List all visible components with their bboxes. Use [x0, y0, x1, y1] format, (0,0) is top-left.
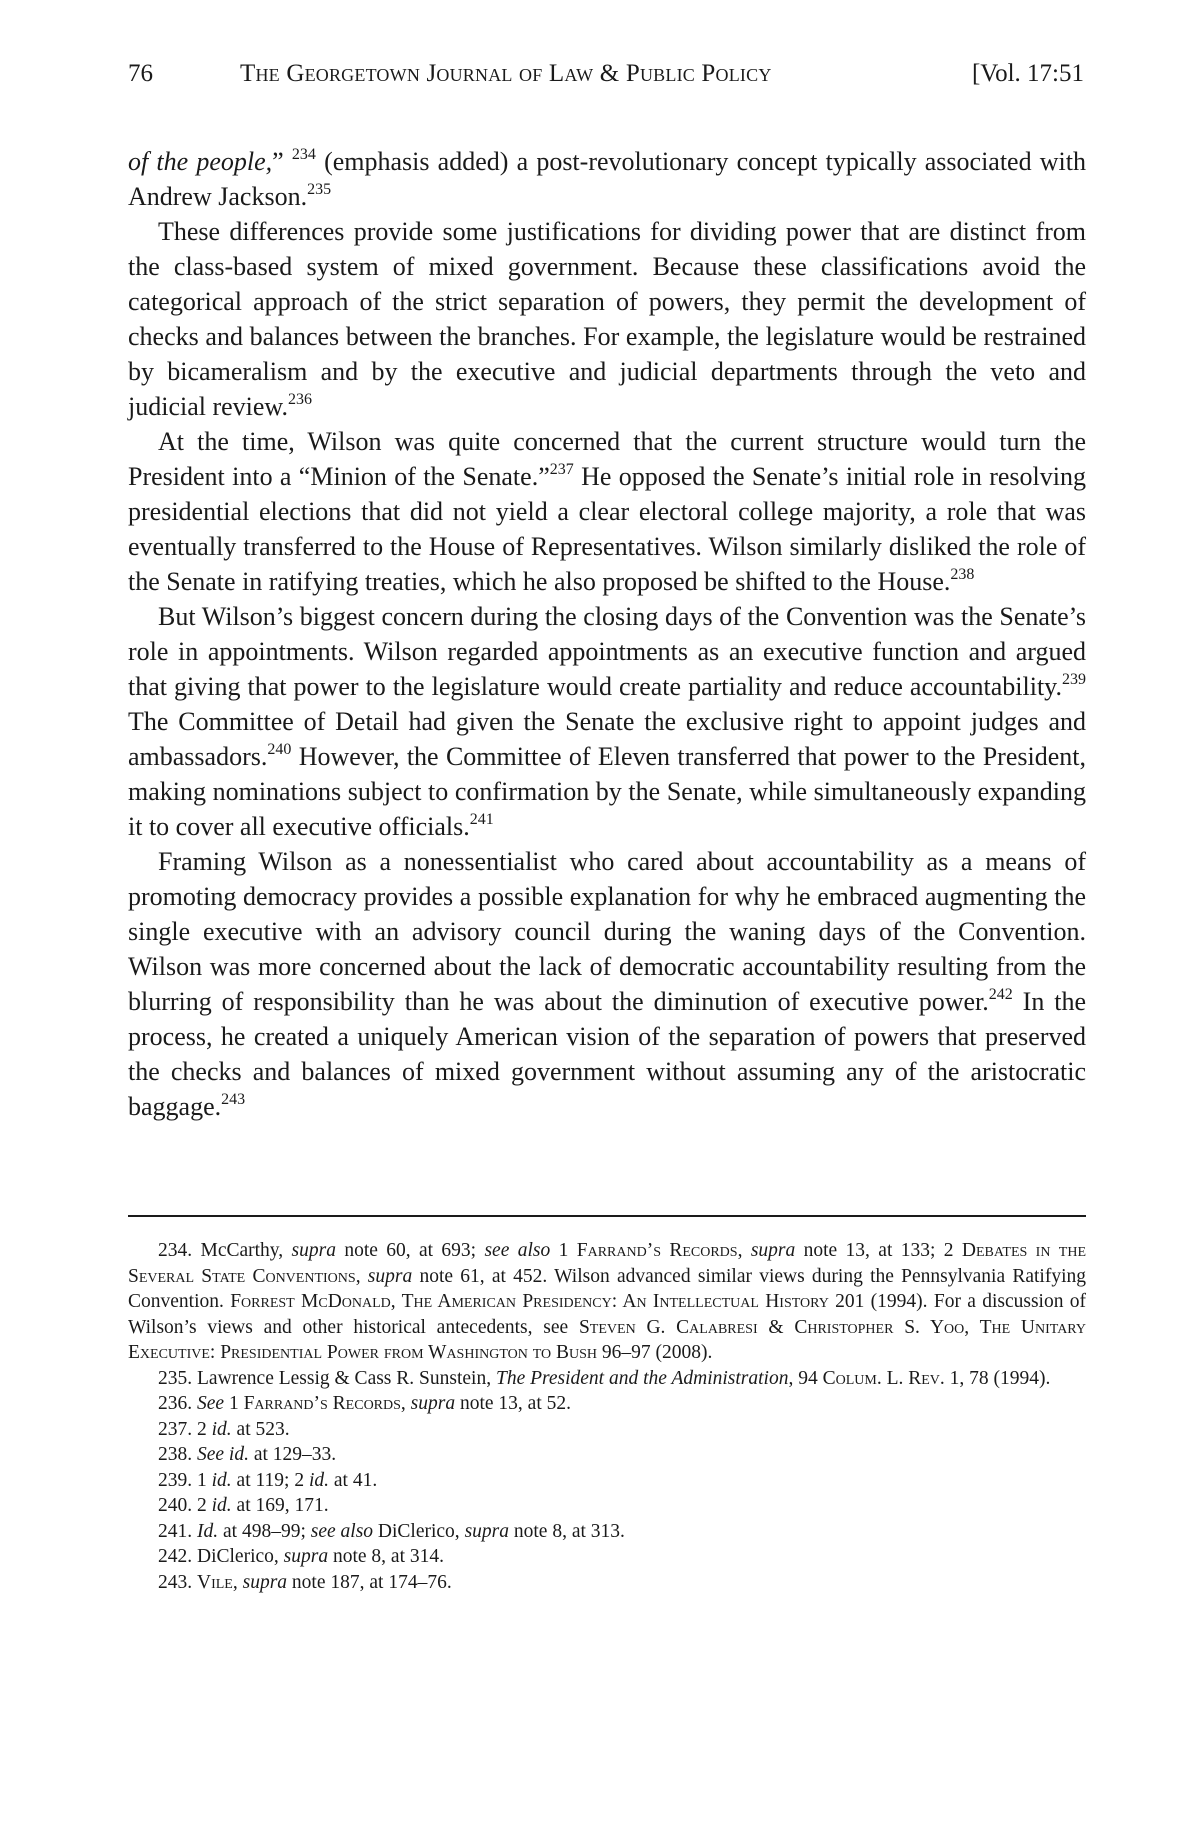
footnote-ref-234: 234 [291, 146, 316, 163]
footnote-240: 240. 2 id. at 169, 171. [158, 1495, 329, 1516]
page-number: 76 [128, 60, 153, 87]
footnote-242: 242. DiClerico, supra note 8, at 314. [158, 1546, 444, 1567]
footnote-236: 236. See 1 Farrand’s Records, supra note 13, at 52. [158, 1393, 572, 1414]
paragraph: These differences provide some justifications for dividing power that are distinct from the class-based system of mixed government. Because these classifications avoid the categorical approach of the strict separation of powers, they permit the development of checks and balances between the branches. For example, the legislature would be restrained by bicameralism and by the executive and judicial departments through the veto and judicial review.$^{236}$ [128, 217, 1086, 421]
quote-italic: of the people, [128, 147, 273, 176]
footnote-237: 237. 2 id. at 523. [158, 1418, 290, 1440]
footnote-235: 235. Lawrence Lessig & Cass R. Sunstein, The President and the Administration, 94 Colum. L. Rev. 1, 78 (1994). [158, 1367, 1051, 1389]
footnote-ref-235: 235 [307, 181, 332, 198]
footnote-ref-241: 241 [469, 811, 494, 828]
footnote-ref-239: 239 [1062, 671, 1086, 688]
paragraph: Framing Wilson as a nonessentialist who cared about accountability as a means of promoting democracy provides a possible explanation for why he embraced augmenting the single executive with an advisory council during the waning days of the Convention. Wilson was more concerned about the lack of democratic accountability resulting from the blurring of responsibility than he was about the diminution of executive power.$^{242}$ In the process, he created a uniquely American vision of the separation of powers that preserved the checks and balances of mixed government without assuming any of the aristocratic baggage.$^{243}$ [128, 847, 1087, 1121]
footnotes [128, 1238, 1086, 1595]
footnote-ref-240: 240 [267, 741, 292, 758]
footnote-238: 238. See id. at 129–33. [158, 1444, 337, 1465]
footnote-243: 243. Vile, supra note 187, at 174–76. [158, 1571, 452, 1593]
paragraph-continued: of the people,” $^{234}$ (emphasis added) a post-revolutionary concept typically associated with Andrew Jackson.$^{235}$ [128, 146, 1086, 211]
journal-title: The Georgetown Journal of Law & Public Policy [240, 60, 772, 87]
footnote-234: 234. McCarthy, supra note 60, at 693; see also 1 Farrand’s Records, supra note 13, at 133; 2 Debates in the Several State Conventions, supra note 61, at 452. Wilson advanced similar views during the Pennsylvania Ratifying Convention. Forrest McDonald, The American Presidency: An Intellectual History 201 (1994). For a discussion of Wilson’s views and other historical antecedents, see Steven G. Calabresi & Christopher S. Yoo, The Unitary Executive: Presidential Power from Washington to Bush 96–97 (2008). [128, 1240, 1087, 1363]
footnote-241: 241. Id. at 498–99; see also DiClerico, supra note 8, at 313. [158, 1520, 625, 1542]
footnote-divider [128, 1215, 1086, 1217]
footnote-ref-242: 242 [988, 986, 1013, 1003]
footnote-ref-237: 237 [549, 461, 574, 478]
paragraph: At the time, Wilson was quite concerned that the current structure would turn the President into a “Minion of the Senate.”$^{237}$ He opposed the Senate’s initial role in resolving presidential elections that did not yield a clear electoral college majority, a role that was eventually transferred to the House of Representatives. Wilson similarly disliked the role of the Senate in ratifying treaties, which he also proposed be shifted to the House.$^{238}$ [128, 427, 1086, 596]
footnote-ref-238: 238 [950, 566, 975, 583]
running-header [128, 56, 1084, 92]
paragraph: But Wilson’s biggest concern during the closing days of the Convention was the Senate’s role in appointments. Wilson regarded appointments as an executive function and argued that giving that power to the legislature would create partiality and reduce accountability.$^{239}$ The Committee of Detail had given the Senate the exclusive right to appoint judges and ambassadors.$^{240}$ However, the Committee of Eleven transferred that power to the President, making nominations subject to confirmation by the Senate, while simultaneously expanding it to cover all executive officials.$^{241}$ [128, 602, 1086, 841]
body-text [128, 144, 1086, 1124]
footnote-239: 239. 1 id. at 119; 2 id. at 41. [158, 1469, 378, 1491]
volume-citation: [Vol. 17:51 [971, 60, 1084, 87]
footnote-ref-236: 236 [288, 391, 313, 408]
footnote-ref-243: 243 [221, 1091, 246, 1108]
